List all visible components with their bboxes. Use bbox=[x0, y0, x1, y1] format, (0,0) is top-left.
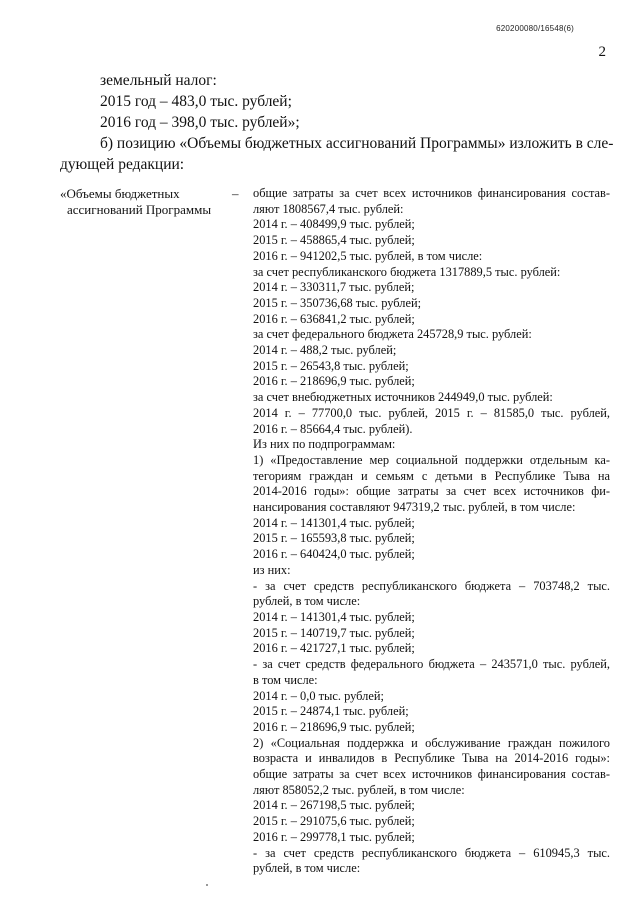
document-id: 620200080/16548(6) bbox=[496, 24, 574, 33]
intro-line: 2015 год – 483,0 тыс. рублей; bbox=[100, 93, 292, 110]
table-right-line: нансирования составляют 947319,2 тыс. рублей, в том числе: bbox=[253, 500, 576, 515]
table-right-line: 2016 г. – 640424,0 тыс. рублей; bbox=[253, 547, 415, 562]
table-right-line: общие затраты за счет всех источников финансирования состав- bbox=[253, 767, 610, 782]
table-right-line: 2016 г. – 636841,2 тыс. рублей; bbox=[253, 311, 415, 326]
table-right-line: за счет республиканского бюджета 1317889,5 тыс. рублей: bbox=[253, 264, 561, 279]
table-right-line: ляют 858052,2 тыс. рублей, в том числе: bbox=[253, 782, 465, 797]
table-right-line: 2014 г. – 0,0 тыс. рублей; bbox=[253, 688, 384, 703]
table-right-line: 2) «Социальная поддержка и обслуживание граждан пожилого bbox=[253, 735, 610, 750]
left-label-line: «Объемы бюджетных bbox=[60, 186, 180, 201]
table-right-line: 2015 г. – 140719,7 тыс. рублей; bbox=[253, 625, 415, 640]
table-right-line: Из них по подпрограммам: bbox=[253, 437, 396, 452]
table-right-line: - за счет средств республиканского бюджета – 703748,2 тыс. bbox=[253, 578, 610, 593]
table-right-line: 2014 г. – 141301,4 тыс. рублей; bbox=[253, 515, 415, 530]
table-right-line: 2016 г. – 218696,9 тыс. рублей; bbox=[253, 374, 415, 389]
table-right-line: ляют 1808567,4 тыс. рублей: bbox=[253, 201, 404, 216]
table-right-line: 2014 г. – 141301,4 тыс. рублей; bbox=[253, 609, 415, 624]
table-dash: – bbox=[232, 186, 239, 201]
table-right-line: 2014 г. – 77700,0 тыс. рублей, 2015 г. – 81585,0 тыс. рублей, bbox=[253, 405, 610, 420]
table-right-line: за счет внебюджетных источников 244949,0 тыс. рублей: bbox=[253, 390, 553, 405]
table-right-line: рублей, в том числе: bbox=[253, 594, 361, 609]
intro-block bbox=[60, 70, 614, 175]
table-right-line: 2015 г. – 458865,4 тыс. рублей; bbox=[253, 233, 415, 248]
table-right-column bbox=[253, 186, 610, 877]
table-right-line: 2016 г. – 218696,9 тыс. рублей; bbox=[253, 719, 415, 734]
scan-speck bbox=[206, 884, 208, 886]
table-right-line: в том числе: bbox=[253, 672, 318, 687]
intro-line: дующей редакции: bbox=[60, 156, 185, 173]
table-right-line: рублей, в том числе: bbox=[253, 861, 361, 876]
table-right-line: возраста и инвалидов в Республике Тыва на 2014-2016 годы»: bbox=[253, 751, 610, 766]
table-right-line: - за счет средств республиканского бюджета – 610945,3 тыс. bbox=[253, 845, 610, 860]
table-right-line: за счет федерального бюджета 245728,9 тыс. рублей: bbox=[253, 327, 532, 342]
left-label-line: ассигнований Программы bbox=[67, 201, 212, 217]
table-right-line: 2014-2016 годы»: общие затраты за счет всех источников фи- bbox=[253, 484, 610, 499]
table-right-line: из них: bbox=[253, 562, 291, 577]
table-right-line: 2015 г. – 350736,68 тыс. рублей; bbox=[253, 295, 422, 310]
table-right-line: 2015 г. – 291075,6 тыс. рублей; bbox=[253, 814, 415, 829]
table-right-line: 2015 г. – 165593,8 тыс. рублей; bbox=[253, 531, 415, 546]
table-right-line: 2016 г. – 299778,1 тыс. рублей; bbox=[253, 829, 415, 844]
page-number: 2 bbox=[598, 44, 606, 60]
table-right-line: 2014 г. – 330311,7 тыс. рублей; bbox=[253, 280, 415, 295]
table-right-line: 2016 г. – 85664,4 тыс. рублей). bbox=[253, 421, 413, 436]
table-right-line: тегориям граждан и семьям с детьми в Республике Тыва на bbox=[253, 468, 610, 483]
table-right-line: общие затраты за счет всех источников финансирования состав- bbox=[253, 186, 610, 200]
table-right-line: 2014 г. – 408499,9 тыс. рублей; bbox=[253, 217, 415, 232]
table-right-line: 2015 г. – 26543,8 тыс. рублей; bbox=[253, 358, 409, 373]
intro-line: 2016 год – 398,0 тыс. рублей»; bbox=[100, 114, 300, 131]
table-right-line: 2015 г. – 24874,1 тыс. рублей; bbox=[253, 704, 409, 719]
table-right-line: 1) «Предоставление мер социальной поддержки отдельным ка- bbox=[253, 452, 610, 467]
table-right-line: 2014 г. – 267198,5 тыс. рублей; bbox=[253, 798, 415, 813]
intro-line: б) позицию «Объемы бюджетных ассигнований Программы» изложить в сле- bbox=[100, 135, 614, 152]
table-right-line: - за счет средств федерального бюджета – 243571,0 тыс. рублей, bbox=[253, 657, 610, 672]
intro-line: земельный налог: bbox=[100, 72, 217, 89]
table-right-line: 2014 г. – 488,2 тыс. рублей; bbox=[253, 343, 397, 358]
table-right-line: 2016 г. – 421727,1 тыс. рублей; bbox=[253, 641, 415, 656]
table-right-line: 2016 г. – 941202,5 тыс. рублей, в том числе: bbox=[253, 248, 483, 263]
table-left-label bbox=[60, 186, 230, 217]
